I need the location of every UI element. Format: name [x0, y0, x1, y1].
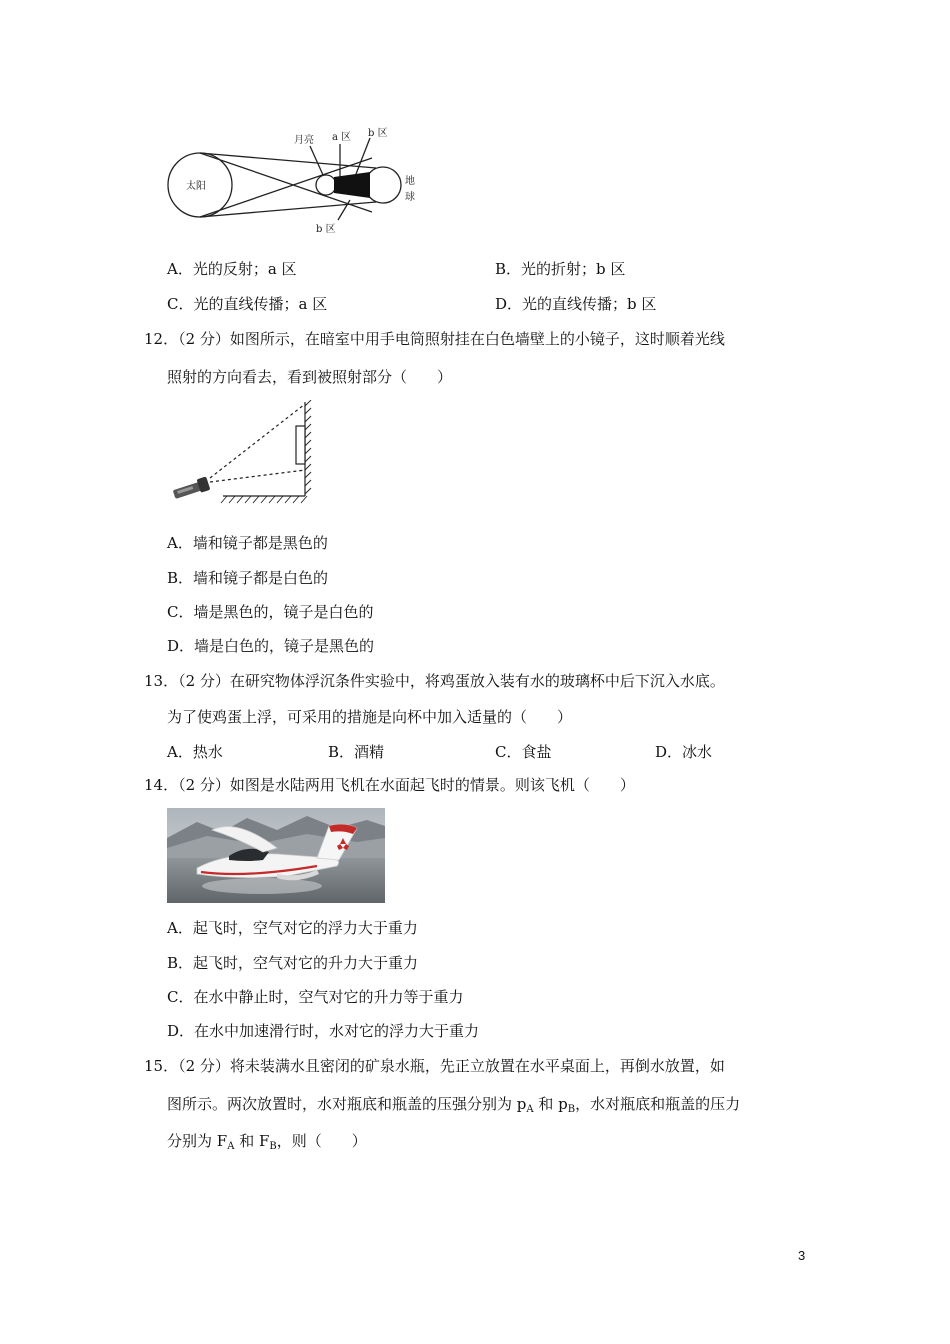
- page-number: 3: [798, 1248, 806, 1263]
- q14-option-d: D．在水中加速滑行时，水对它的浮力大于重力: [167, 1022, 480, 1040]
- q15-line2-sub-b: B: [567, 1104, 576, 1115]
- zone-a-label: a 区: [332, 132, 352, 143]
- q15-line3-sub-a: A: [227, 1141, 235, 1152]
- q13-stem-line1: 13．（2 分）在研究物体浮沉条件实验中，将鸡蛋放入装有水的玻璃杯中后下沉入水底。: [144, 672, 725, 690]
- flashlight-mirror-diagram: [165, 400, 325, 515]
- q13-option-c: C．食盐: [495, 743, 552, 761]
- q13-option-b: B．酒精: [328, 743, 385, 761]
- q15-line3-part-a: 分别为 F: [167, 1132, 228, 1150]
- q15-line3-part-c: ，则（ ）: [276, 1132, 367, 1150]
- q12-stem-line1: 12．（2 分）如图所示，在暗室中用手电筒照射挂在白色墙壁上的小镜子，这时顺着光线: [144, 330, 725, 348]
- q15-line3-part-b: 和 F: [234, 1132, 270, 1150]
- q13-option-d: D．冰水: [655, 743, 713, 761]
- q15-line2-part-a: 图所示。两次放置时，水对瓶底和瓶盖的压强分别为 p: [167, 1095, 527, 1113]
- q15-stem-line1: 15．（2 分）将未装满水且密闭的矿泉水瓶，先正立放置在水平桌面上，再倒水放置，如: [144, 1057, 725, 1075]
- q15-stem-line2: [167, 1093, 740, 1115]
- q14-option-b: B．起飞时，空气对它的升力大于重力: [167, 954, 419, 972]
- mirror: [296, 426, 305, 464]
- earth-circle: [365, 167, 401, 203]
- q11-option-b: B．光的折射；b 区: [495, 260, 626, 278]
- seaplane-photo: [167, 808, 385, 903]
- q12-option-b: B．墙和镜子都是白色的: [167, 569, 329, 587]
- q12-option-d: D．墙是白色的，镜子是黑色的: [167, 637, 375, 655]
- q14-option-c: C．在水中静止时，空气对它的升力等于重力: [167, 988, 464, 1006]
- q15-stem-line3: [167, 1130, 367, 1152]
- zone-b-bottom-label: b 区: [316, 224, 336, 235]
- q12-option-a: A．墙和镜子都是黑色的: [167, 534, 328, 552]
- q11-option-c: C．光的直线传播；a 区: [167, 295, 328, 313]
- q11-option-a: A．光的反射；a 区: [167, 260, 297, 278]
- q12-stem-line2: 照射的方向看去，看到被照射部分（ ）: [167, 368, 453, 386]
- eclipse-diagram: [160, 122, 430, 237]
- q11-option-d: D．光的直线传播；b 区: [495, 295, 657, 313]
- q15-line3-sub-b: B: [269, 1141, 277, 1152]
- q14-option-a: A．起飞时，空气对它的浮力大于重力: [167, 919, 418, 937]
- q15-line2-sub-a: A: [526, 1104, 534, 1115]
- q15-line2-part-c: ，水对瓶底和瓶盖的压力: [575, 1095, 741, 1113]
- q15-line2-part-b: 和 p: [533, 1095, 568, 1113]
- moon-label: 月亮: [294, 135, 314, 146]
- earth-label-1: 地: [405, 176, 415, 187]
- flashlight-icon: [172, 476, 211, 500]
- earth-label-2: 球: [405, 192, 415, 203]
- sun-label: 太阳: [186, 181, 206, 192]
- q12-option-c: C．墙是黑色的，镜子是白色的: [167, 603, 374, 621]
- q13-stem-line2: 为了使鸡蛋上浮，可采用的措施是向杯中加入适量的（ ）: [167, 708, 573, 726]
- zone-b-top-label: b 区: [368, 128, 388, 139]
- q14-stem-line1: 14．（2 分）如图是水陆两用飞机在水面起飞时的情景。则该飞机（ ）: [144, 776, 635, 794]
- moon-circle: [316, 175, 336, 195]
- q13-option-a: A．热水: [167, 743, 223, 761]
